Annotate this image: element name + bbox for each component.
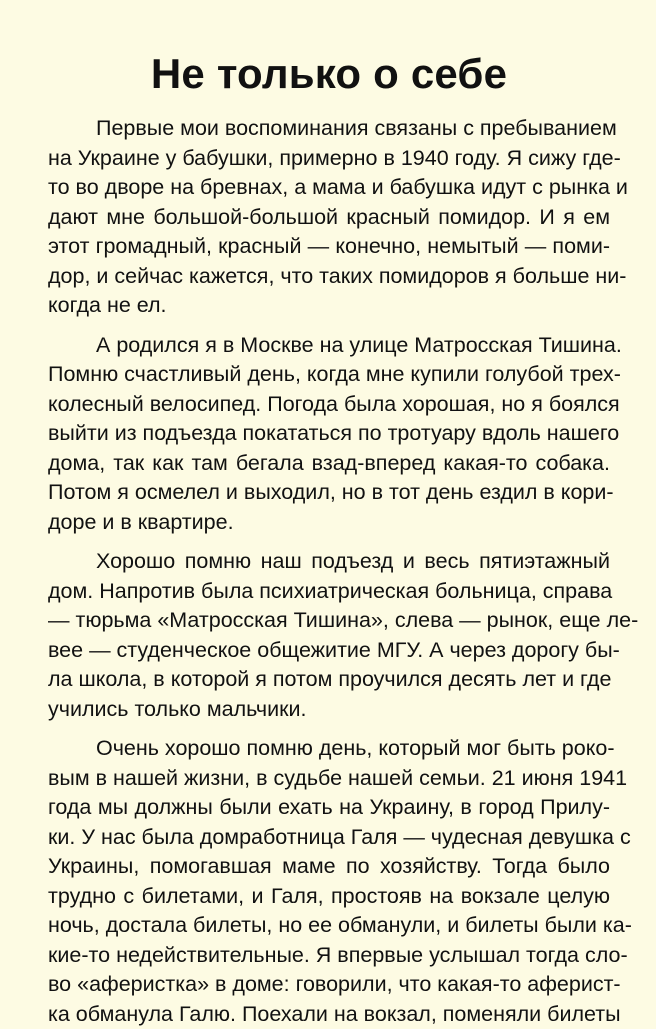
text-line: дом. Напротив была психиатрическая больница, справа: [48, 577, 610, 607]
text-line: Хорошо помню наш подъезд и весь пятиэтажный: [48, 547, 610, 577]
chapter-text: [48, 114, 610, 1029]
text-line: доре и в квартире.: [48, 508, 610, 538]
text-line: то во дворе на бревнах, а мама и бабушка идут с рынка и: [48, 173, 610, 203]
text-line: Украины, помогавшая маме по хозяйству. Тогда было: [48, 852, 610, 882]
text-line: выйти из подъезда покататься по тротуару вдоль нашего: [48, 419, 610, 449]
text-line: Потом я осмелел и выходил, но в тот день ездил в кори-: [48, 478, 610, 508]
paragraph: [48, 547, 610, 724]
text-line: вее — студенческое общежитие МГУ. А через дорогу бы-: [48, 636, 610, 666]
text-line: ла школа, в которой я потом проучился десять лет и где: [48, 665, 610, 695]
text-line: ка обманула Галю. Поехали на вокзал, поменяли билеты: [48, 1000, 610, 1029]
chapter-title: Не только о себе: [48, 48, 610, 100]
text-line: кие-то недействительные. Я впервые услышал тогда сло-: [48, 941, 610, 971]
text-line: учились только мальчики.: [48, 695, 610, 725]
text-line: Первые мои воспоминания связаны с пребыванием: [48, 114, 610, 144]
paragraph: [48, 114, 610, 321]
text-line: Помню счастливый день, когда мне купили голубой трех-: [48, 360, 610, 390]
text-line: трудно с билетами, и Галя, простояв на вокзале целую: [48, 882, 610, 912]
paragraph: [48, 734, 610, 1029]
text-line: вым в нашей жизни, в судьбе нашей семьи. 21 июня 1941: [48, 764, 610, 794]
paragraph: [48, 331, 610, 538]
text-line: Очень хорошо помню день, который мог быть роко-: [48, 734, 610, 764]
text-line: ночь, достала билеты, но ее обманули, и билеты были ка-: [48, 911, 610, 941]
text-line: — тюрьма «Матросская Тишина», слева — рынок, еще ле-: [48, 606, 610, 636]
text-line: года мы должны были ехать на Украину, в город Прилу-: [48, 793, 610, 823]
text-line: дор, и сейчас кажется, что таких помидоров я больше ни-: [48, 262, 610, 292]
text-line: во «аферистка» в доме: говорили, что какая-то аферист-: [48, 970, 610, 1000]
text-line: ки. У нас была домработница Галя — чудесная девушка с: [48, 823, 610, 853]
text-line: дома, так как там бегала взад-вперед какая-то собака.: [48, 449, 610, 479]
text-line: на Украине у бабушки, примерно в 1940 году. Я сижу где-: [48, 144, 610, 174]
text-line: колесный велосипед. Погода была хорошая, но я боялся: [48, 390, 610, 420]
text-line: А родился я в Москве на улице Матросская Тишина.: [48, 331, 610, 361]
text-line: дают мне большой-большой красный помидор. И я ем: [48, 203, 610, 233]
text-line: когда не ел.: [48, 291, 610, 321]
text-line: этот громадный, красный — конечно, немытый — поми-: [48, 232, 610, 262]
